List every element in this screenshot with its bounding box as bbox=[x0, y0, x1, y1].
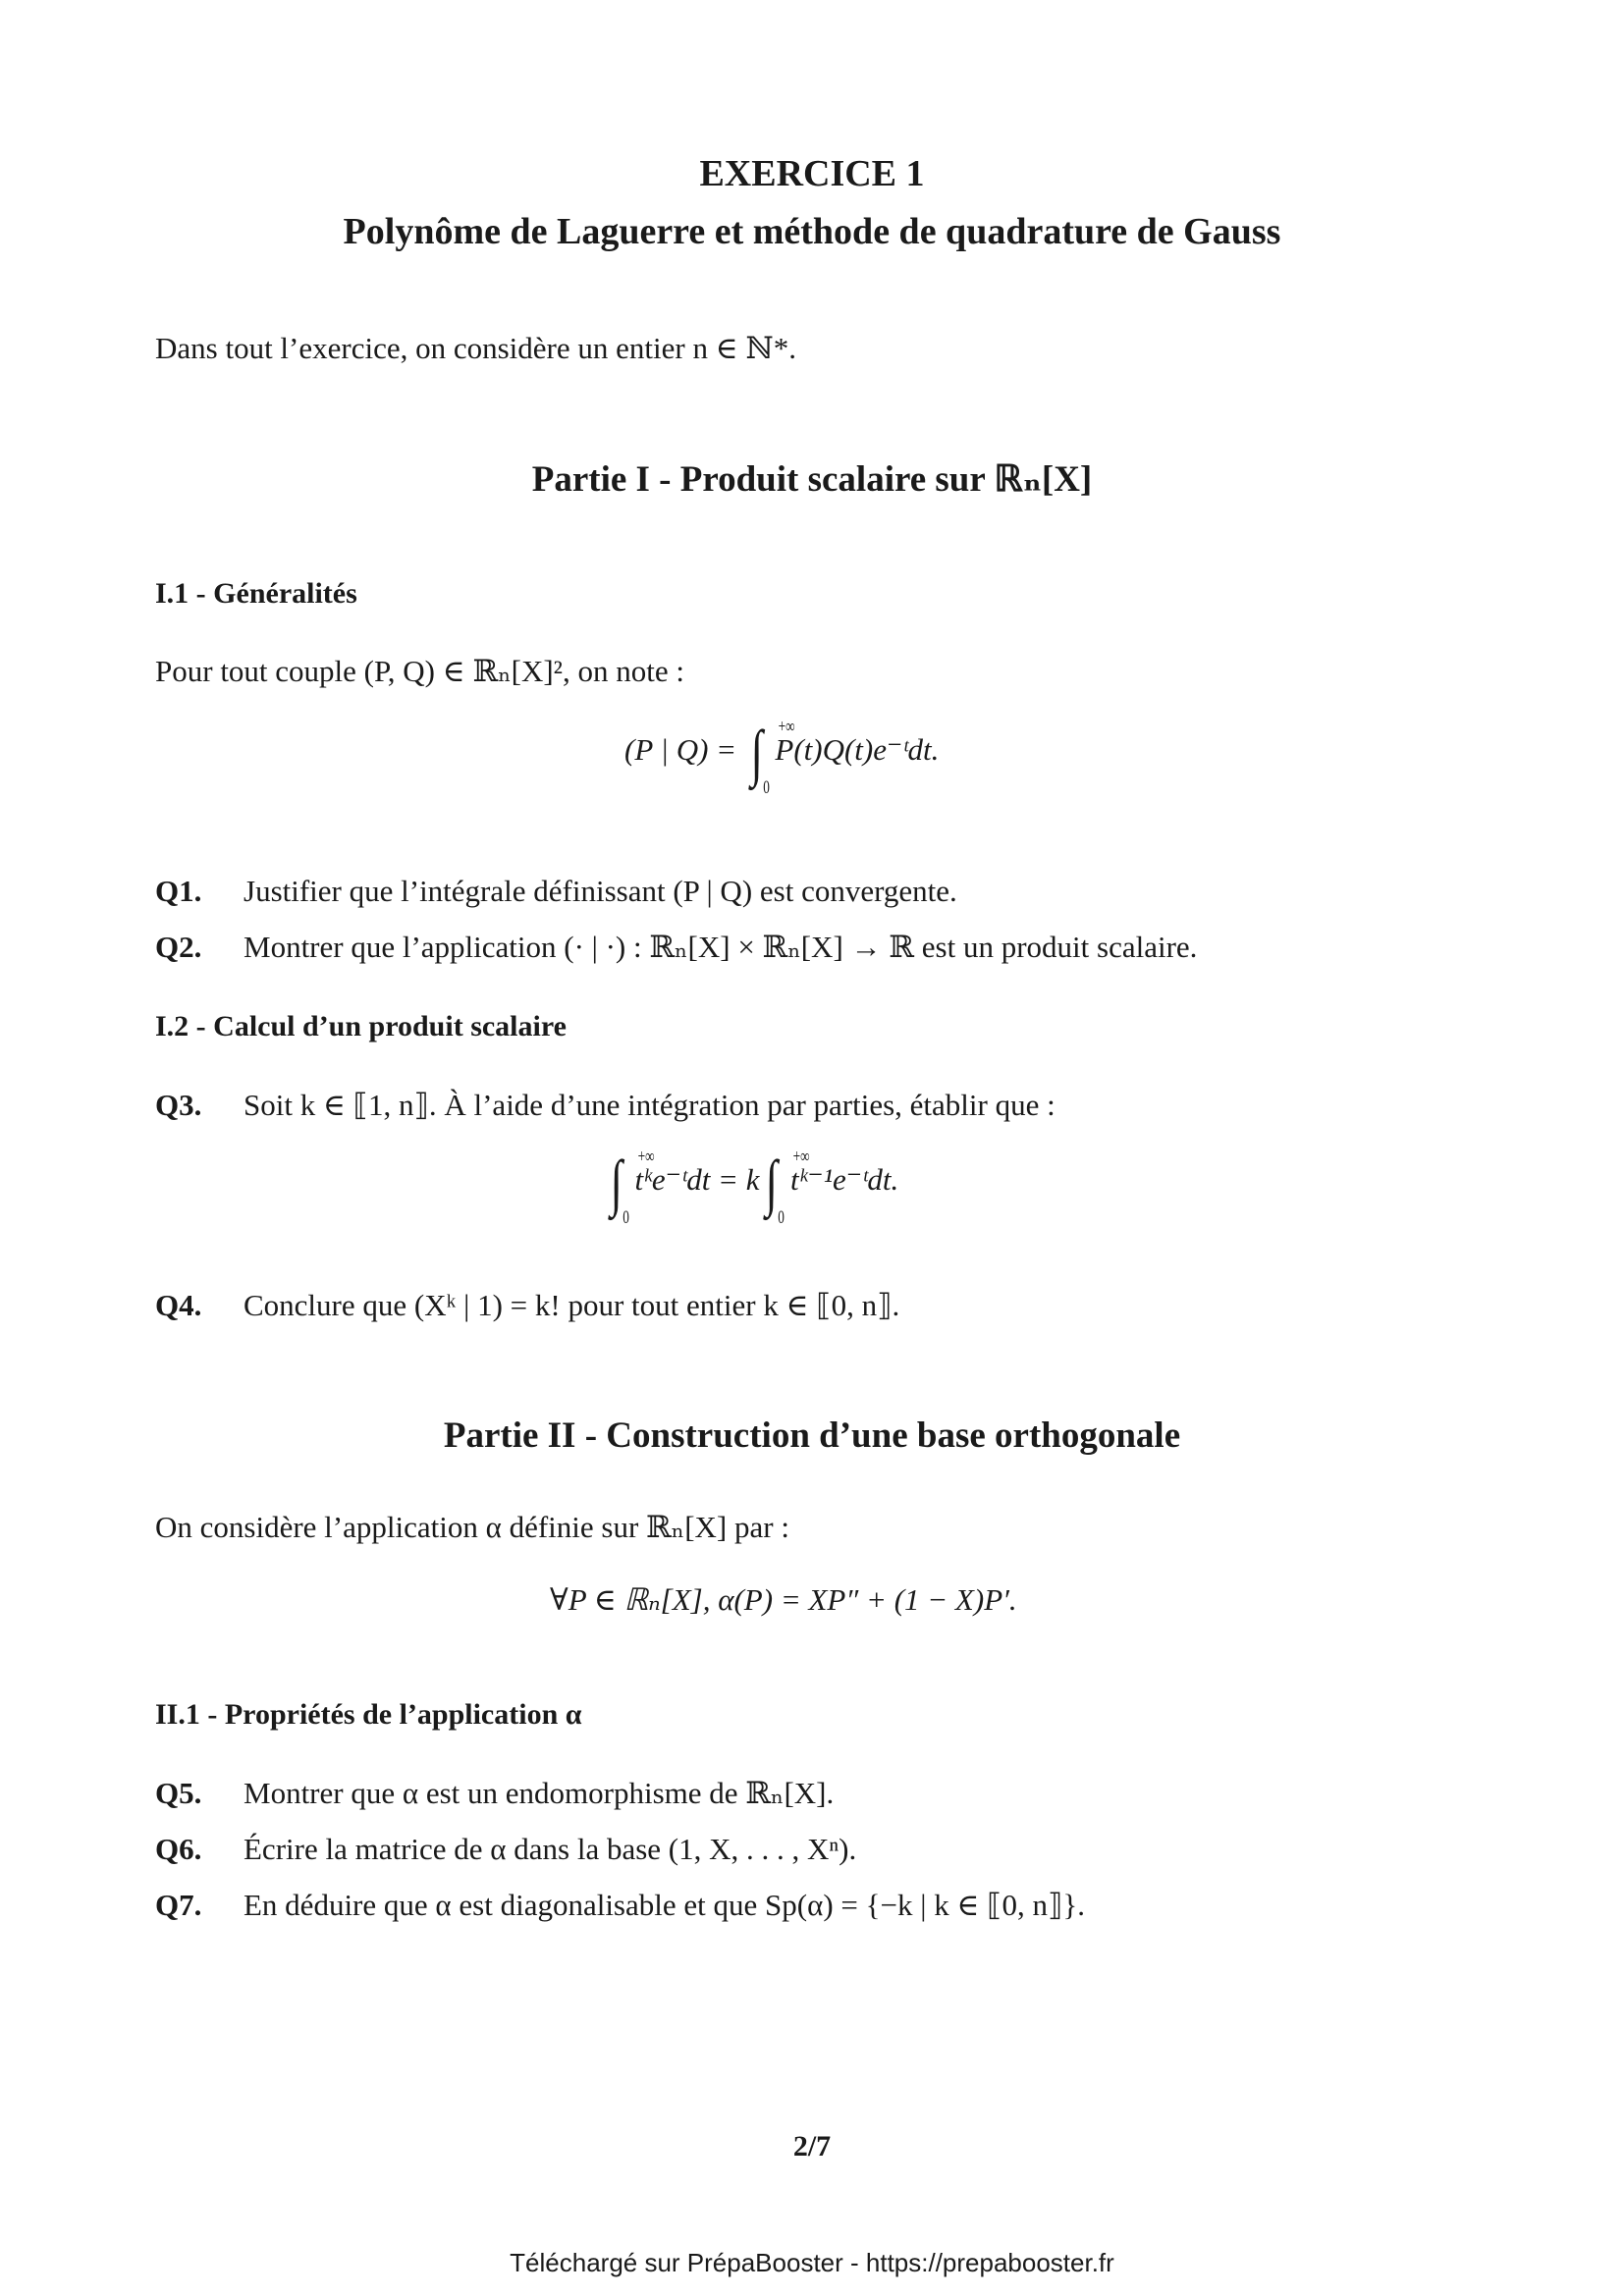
integral-sign: ∫ +∞ 0 bbox=[750, 717, 795, 798]
integral-sign: ∫ +∞ 0 bbox=[766, 1147, 811, 1228]
integration-by-parts-formula bbox=[604, 1147, 899, 1228]
section-2-1-title: II.1 - Propriétés de l’application α bbox=[155, 1698, 582, 1731]
integral-sign: ∫ +∞ 0 bbox=[610, 1147, 655, 1228]
page-number: 2/7 bbox=[792, 2130, 832, 2163]
download-footer: Téléchargé sur PrépaBooster - https://prepabooster.fr bbox=[510, 2248, 1114, 2277]
question-number: Q5. bbox=[155, 1776, 202, 1810]
alpha-definition-text: On considère l’application α définie sur ℝₙ[X] par : bbox=[155, 1510, 789, 1544]
lower-limit: 0 bbox=[623, 1207, 629, 1228]
question-number: Q7. bbox=[155, 1888, 202, 1922]
question-text: Écrire la matrice de α dans la base (1, X, . . . , Xⁿ). bbox=[244, 1832, 857, 1866]
couple-text: Pour tout couple (P, Q) ∈ ℝₙ[X]², on note : bbox=[155, 654, 684, 688]
scalar-product-formula bbox=[624, 717, 940, 798]
question-text: Montrer que α est un endomorphisme de ℝₙ[X]. bbox=[244, 1776, 835, 1810]
formula-right: tᵏ⁻¹e⁻ᵗdt. bbox=[790, 1162, 899, 1198]
question-number: Q3. bbox=[155, 1088, 202, 1122]
question-text: Conclure que (Xᵏ | 1) = k! pour tout entier k ∈ ⟦0, n⟧. bbox=[244, 1288, 900, 1322]
part2-title: Partie II - Construction d’une base orthogonale bbox=[443, 1415, 1181, 1456]
question-number: Q4. bbox=[155, 1288, 202, 1322]
upper-limit: +∞ bbox=[778, 717, 795, 737]
question-text: Soit k ∈ ⟦1, n⟧. À l’aide d’une intégration par parties, établir que : bbox=[244, 1088, 1056, 1122]
intro-text: Dans tout l’exercice, on considère un entier n ∈ ℕ*. bbox=[155, 331, 796, 365]
part1-title: Partie I - Produit scalaire sur ℝₙ[X] bbox=[531, 459, 1093, 500]
section-1-1-title: I.1 - Généralités bbox=[155, 577, 357, 610]
question-number: Q1. bbox=[155, 874, 202, 908]
question-number: Q2. bbox=[155, 930, 202, 964]
section-1-2-title: I.2 - Calcul d’un produit scalaire bbox=[155, 1010, 567, 1042]
lower-limit: 0 bbox=[763, 777, 770, 798]
alpha-formula: ∀P ∈ ℝₙ[X], α(P) = XP″ + (1 − X)P′. bbox=[550, 1582, 1017, 1617]
question-text: En déduire que α est diagonalisable et que Sp(α) = {−k | k ∈ ⟦0, n⟧}. bbox=[244, 1888, 1085, 1922]
formula-left: tᵏe⁻ᵗdt = k bbox=[634, 1162, 760, 1198]
integrand: P(t)Q(t)e⁻ᵗdt. bbox=[775, 732, 940, 768]
exercise-heading: EXERCICE 1 bbox=[699, 153, 925, 194]
formula-lhs: (P | Q) = bbox=[624, 732, 744, 768]
upper-limit: +∞ bbox=[637, 1147, 655, 1167]
upper-limit: +∞ bbox=[793, 1147, 811, 1167]
question-text: Justifier que l’intégrale définissant (P | Q) est convergente. bbox=[244, 874, 957, 908]
exercise-title: Polynôme de Laguerre et méthode de quadrature de Gauss bbox=[343, 211, 1281, 252]
question-text: Montrer que l’application (· | ·) : ℝₙ[X] × ℝₙ[X] → ℝ est un produit scalaire. bbox=[244, 930, 1198, 964]
question-number: Q6. bbox=[155, 1832, 202, 1866]
lower-limit: 0 bbox=[778, 1207, 785, 1228]
